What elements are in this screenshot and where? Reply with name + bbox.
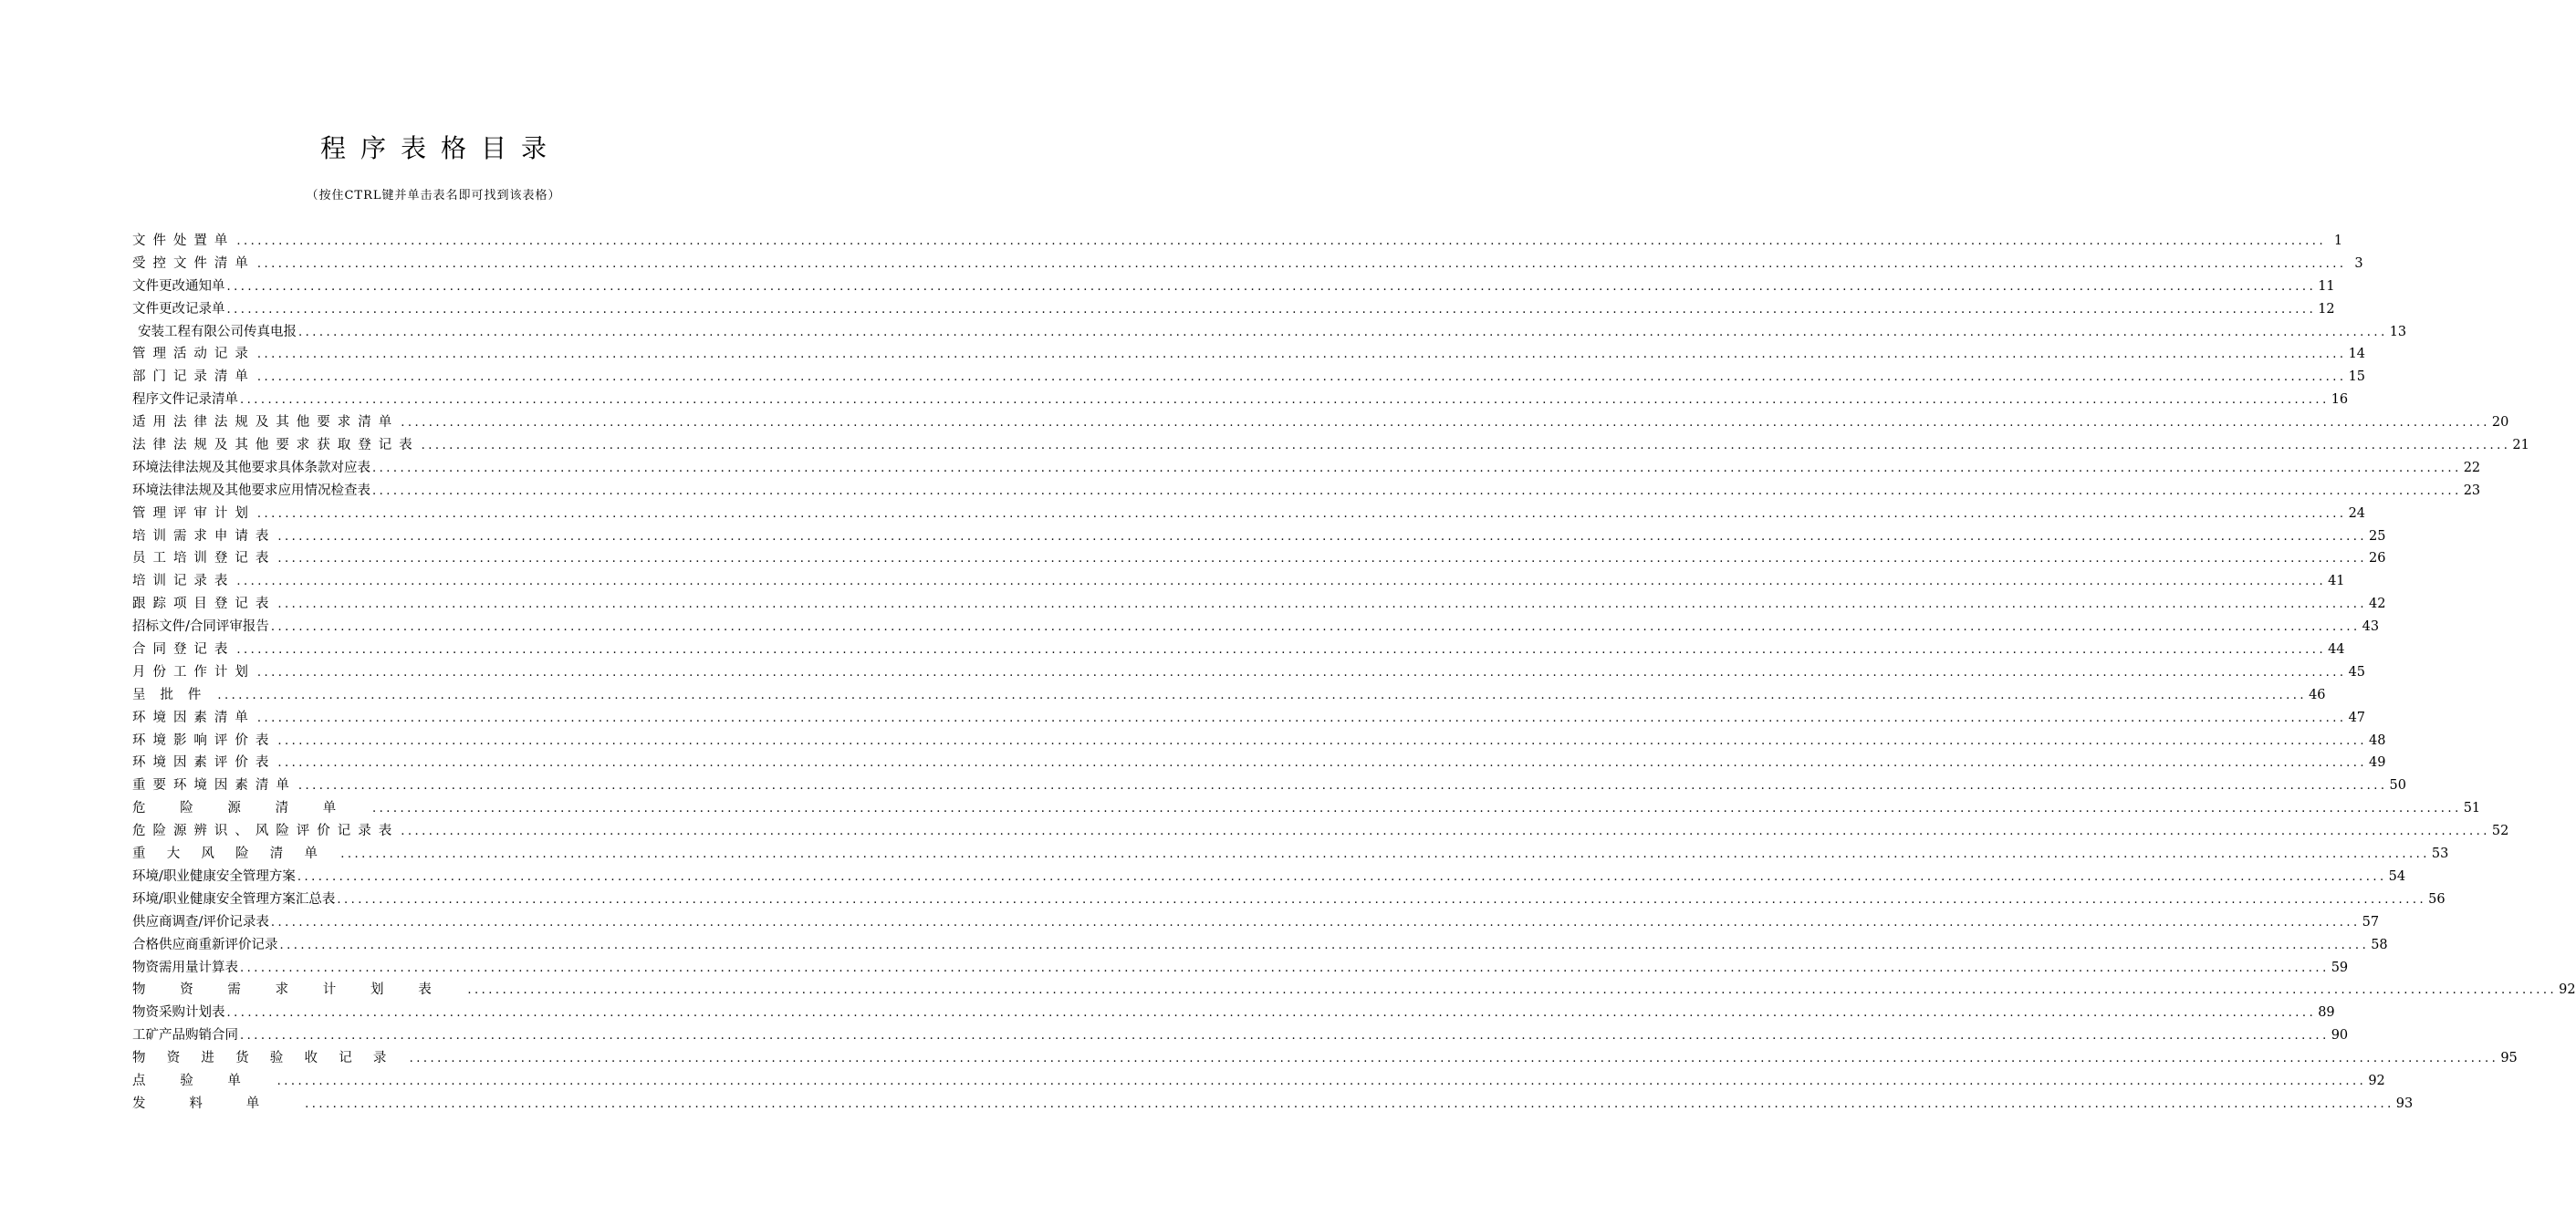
toc-entry-page-number: 22 [2463,460,2481,475]
toc-dot-leader: ............................................................................................................................................................................................................................................................................................................ [240,961,2330,975]
toc-entry-label: 供应商调查/评价记录表 [132,914,269,930]
toc-entry-page-number: 3 [2354,255,2363,271]
toc-entry-page-number: 41 [2328,574,2345,589]
toc-entry-page-number: 21 [2512,438,2529,453]
toc-entry-page-number: 52 [2491,824,2509,839]
toc-entry-label: 环境法律法规及其他要求具体条款对应表 [132,460,370,475]
toc-dot-leader: ............................................................................................................................................................................................................................................................................................................ [277,733,2368,748]
toc-entry-label: 环境影响评价表 [132,732,276,748]
page-title: 程序表格目录 [319,133,561,163]
toc-entry-label: 程序文件记录清单 [132,392,238,408]
toc-entry-link[interactable] [132,411,2509,434]
toc-dot-leader: ............................................................................................................................................................................................................................................................................................................ [236,643,2327,658]
toc-entry-page-number: 44 [2328,642,2345,658]
toc-entry-label: 合格供应商重新评价记录 [132,937,278,952]
toc-entry-label: 部门记录清单 [132,369,256,385]
toc-dot-leader: ............................................................................................................................................................................................................................................................................................................ [409,1052,2499,1066]
toc-entry-link[interactable] [132,253,2363,275]
toc-entry-page-number: 43 [2362,619,2380,635]
toc-entry-link[interactable] [132,911,2380,934]
toc-entry-link[interactable] [132,820,2509,843]
toc-entry-link[interactable] [132,774,2406,797]
toc-dot-leader: ............................................................................................................................................................................................................................................................................................................ [401,416,2490,431]
toc-dot-leader: ............................................................................................................................................................................................................................................................................................................ [256,256,2347,271]
toc-entry-link[interactable] [132,275,2335,298]
toc-entry-label: 招标文件/合同评审报告 [132,619,269,635]
toc-dot-leader: ............................................................................................................................................................................................................................................................................................................ [226,279,2317,294]
toc-entry-page-number: 45 [2348,664,2366,680]
toc-entry-page-number: 16 [2331,392,2349,408]
toc-entry-label: 物资需求计划表 [132,982,466,998]
toc-entry-label: 文件更改记录单 [132,301,225,317]
toc-entry-link[interactable] [132,1024,2349,1047]
toc-entry-link[interactable] [132,525,2386,548]
toc-entry-link[interactable] [132,1070,2385,1093]
table-of-contents [132,230,2576,1116]
toc-entry-label: 危险源辨识、风险评价记录表 [132,824,400,839]
toc-entry-label: 安装工程有限公司传真电报 [138,324,297,339]
toc-entry-link[interactable] [132,457,2481,480]
toc-entry-page-number: 42 [2369,597,2386,612]
toc-entry-page-number: 20 [2491,415,2509,431]
toc-entry-label: 员工培训登记表 [132,551,276,566]
toc-dot-leader: ............................................................................................................................................................................................................................................................................................................ [256,506,2347,521]
toc-entry-label: 跟踪项目登记表 [132,597,276,612]
toc-entry-link[interactable] [132,888,2446,911]
toc-entry-label: 管理评审计划 [132,505,256,521]
toc-entry-link[interactable] [132,616,2380,639]
toc-entry-page-number: 26 [2369,551,2386,566]
toc-entry-label: 管理活动记录 [132,347,256,362]
toc-entry-link[interactable] [132,547,2386,570]
toc-dot-leader: ............................................................................................................................................................................................................................................................................................................ [305,1096,2394,1111]
toc-entry-link[interactable] [132,752,2386,774]
toc-entry-page-number: 95 [2500,1051,2518,1066]
toc-dot-leader: ............................................................................................................................................................................................................................................................................................................ [226,302,2317,317]
toc-entry-label: 危险源清单 [132,801,370,816]
toc-entry-page-number: 54 [2388,868,2406,884]
page-subtitle: （按住CTRL键并单击表名即可找到该表格） [306,189,561,203]
toc-dot-leader: ............................................................................................................................................................................................................................................................................................................ [467,983,2558,998]
toc-entry-page-number: 53 [2431,847,2449,862]
toc-entry-link[interactable] [132,593,2386,616]
toc-entry-page-number: 48 [2369,732,2386,748]
toc-entry-page-number: 23 [2463,483,2481,498]
toc-entry-link[interactable] [132,843,2449,866]
toc-entry-link[interactable] [132,434,2529,457]
toc-dot-leader: ............................................................................................................................................................................................................................................................................................................ [256,370,2347,385]
toc-entry-page-number: 49 [2369,755,2386,771]
toc-entry-link[interactable] [132,730,2386,753]
toc-entry-label: 呈批件 [132,687,216,702]
toc-entry-link[interactable] [132,343,2366,366]
toc-entry-label: 物资进货验收记录 [132,1051,408,1066]
toc-dot-leader: ............................................................................................................................................................................................................................................................................................................ [279,938,2370,952]
toc-dot-leader: ............................................................................................................................................................................................................................................................................................................ [236,575,2327,589]
toc-entry-link[interactable] [132,934,2388,957]
toc-entry-page-number: 47 [2348,710,2366,725]
toc-entry-label: 环境/职业健康安全管理方案 [132,868,296,884]
toc-entry-label: 重大风险清单 [132,847,339,862]
toc-dot-leader: ............................................................................................................................................................................................................................................................................................................ [276,1074,2367,1088]
toc-entry-label: 文件处置单 [132,234,235,248]
toc-entry-page-number: 51 [2463,801,2481,816]
toc-entry-page-number: 1 [2333,234,2343,248]
toc-entry-label: 环境法律法规及其他要求应用情况检查表 [132,483,370,498]
toc-entry-page-number: 50 [2389,778,2406,794]
toc-dot-leader: ............................................................................................................................................................................................................................................................................................................ [372,802,2462,816]
toc-entry-link[interactable] [132,570,2345,593]
toc-entry-link[interactable] [132,707,2366,730]
toc-entry-link[interactable] [132,1093,2414,1116]
toc-dot-leader: ............................................................................................................................................................................................................................................................................................................ [240,1029,2330,1044]
toc-entry-link[interactable] [132,230,2343,253]
toc-entry-label: 文件更改通知单 [132,278,225,294]
toc-entry-page-number: 89 [2318,1005,2335,1021]
toc-entry-link[interactable] [132,1047,2518,1070]
toc-entry-link[interactable] [132,1002,2335,1024]
toc-dot-leader: ............................................................................................................................................................................................................................................................................................................ [297,869,2387,884]
toc-entry-link[interactable] [132,661,2366,684]
toc-entry-page-number: 92 [2368,1073,2385,1088]
toc-entry-link[interactable] [132,797,2481,820]
toc-dot-leader: ............................................................................................................................................................................................................................................................................................................ [277,529,2368,544]
toc-dot-leader: ............................................................................................................................................................................................................................................................................................................ [340,847,2430,862]
toc-entry-label: 环境因素评价表 [132,755,276,771]
toc-entry-page-number: 93 [2395,1096,2414,1111]
toc-entry-link[interactable] [132,503,2366,525]
toc-entry-page-number: 11 [2318,278,2335,294]
toc-entry-label: 月份工作计划 [132,664,256,680]
toc-dot-leader: ............................................................................................................................................................................................................................................................................................................ [277,756,2368,771]
toc-entry-page-number: 14 [2348,347,2366,362]
toc-entry-page-number: 25 [2369,528,2386,544]
toc-entry-label: 工矿产品购销合同 [132,1028,238,1044]
toc-entry-label: 受控文件清单 [132,255,256,271]
toc-entry-page-number: 24 [2348,505,2366,521]
toc-entry-page-number: 92 [2559,982,2576,998]
toc-dot-leader: ............................................................................................................................................................................................................................................................................................................ [372,461,2462,475]
toc-dot-leader: ............................................................................................................................................................................................................................................................................................................ [256,711,2347,725]
toc-dot-leader: ............................................................................................................................................................................................................................................................................................................ [256,348,2347,362]
toc-entry-link[interactable] [132,389,2349,411]
toc-entry-label: 环境因素清单 [132,710,256,725]
toc-entry-label: 培训记录表 [132,574,235,589]
toc-entry-page-number: 58 [2371,937,2388,952]
toc-dot-leader: ............................................................................................................................................................................................................................................................................................................ [277,597,2368,612]
toc-entry-page-number: 90 [2331,1028,2349,1044]
toc-entry-label: 环境/职业健康安全管理方案汇总表 [132,891,336,907]
toc-entry-page-number: 59 [2331,960,2349,975]
toc-entry-link[interactable] [132,480,2481,503]
toc-entry-label: 发料单 [132,1096,304,1111]
toc-entry-link[interactable] [132,298,2335,321]
toc-entry-label: 重要环境因素清单 [132,778,297,794]
toc-dot-leader: ............................................................................................................................................................................................................................................................................................................ [217,688,2308,702]
toc-entry-page-number: 15 [2348,369,2366,385]
toc-entry-page-number: 12 [2318,301,2335,317]
toc-entry-page-number: 13 [2389,324,2407,339]
toc-entry-label: 物资采购计划表 [132,1005,225,1021]
toc-entry-label: 培训需求申请表 [132,528,276,544]
toc-entry-label: 合同登记表 [132,642,235,658]
toc-entry-label: 点验单 [132,1073,276,1088]
toc-dot-leader: ............................................................................................................................................................................................................................................................................................................ [226,1006,2317,1021]
toc-dot-leader: ............................................................................................................................................................................................................................................................................................................ [421,439,2511,453]
toc-entry-label: 法律法规及其他要求获取登记表 [132,438,420,453]
toc-dot-leader: ............................................................................................................................................................................................................................................................................................................ [256,665,2347,680]
toc-dot-leader: ............................................................................................................................................................................................................................................................................................................ [337,892,2427,907]
toc-entry-page-number: 57 [2362,914,2380,930]
toc-entry-link[interactable] [132,366,2366,389]
toc-dot-leader: ............................................................................................................................................................................................................................................................................................................ [270,620,2361,635]
toc-entry-link[interactable] [132,321,2407,344]
toc-entry-link[interactable] [132,979,2576,1002]
toc-dot-leader: ............................................................................................................................................................................................................................................................................................................ [372,483,2462,498]
toc-entry-link[interactable] [132,639,2345,661]
toc-dot-leader: ............................................................................................................................................................................................................................................................................................................ [297,779,2388,794]
toc-entry-page-number: 56 [2428,891,2446,907]
toc-dot-leader: ............................................................................................................................................................................................................................................................................................................ [401,825,2490,839]
toc-entry-label: 适用法律法规及其他要求清单 [132,415,400,431]
toc-dot-leader: ............................................................................................................................................................................................................................................................................................................ [270,915,2361,930]
toc-dot-leader: ............................................................................................................................................................................................................................................................................................................ [277,552,2368,566]
toc-dot-leader: ............................................................................................................................................................................................................................................................................................................ [236,234,2327,248]
toc-entry-link[interactable] [132,866,2406,888]
toc-entry-link[interactable] [132,957,2349,980]
toc-dot-leader: ............................................................................................................................................................................................................................................................................................................ [298,325,2388,339]
toc-entry-page-number: 46 [2309,687,2326,702]
toc-entry-link[interactable] [132,684,2326,707]
toc-dot-leader: ............................................................................................................................................................................................................................................................................................................ [240,393,2330,408]
toc-entry-label: 物资需用量计算表 [132,960,238,975]
